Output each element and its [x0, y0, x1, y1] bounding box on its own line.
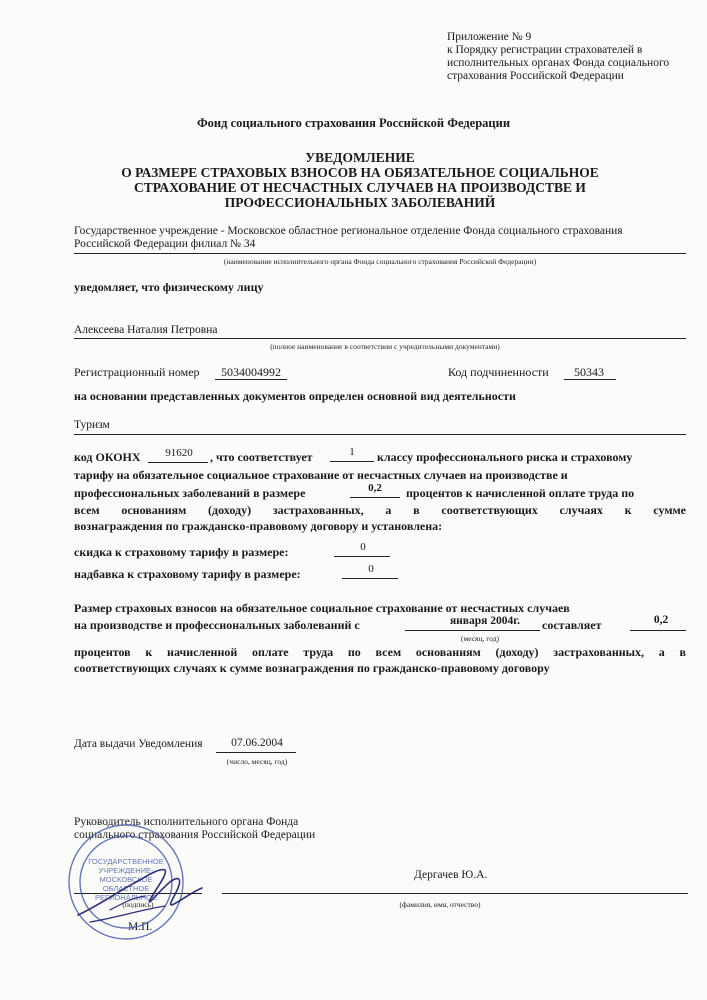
okonh-line3-prefix: профессиональных заболеваний в размере [74, 486, 306, 500]
okonh-line3-suffix: процентов к начисленной оплате труда по [406, 486, 635, 500]
signature-caption: (подпись) [122, 900, 154, 909]
issue-date-label: Дата выдачи Уведомления [74, 738, 203, 750]
person-name: Алексеева Наталия Петровна [74, 324, 218, 336]
surcharge-label: надбавка к страховому тарифу в размере: [74, 567, 301, 581]
discount-underline [334, 556, 390, 557]
fund-name: Фонд социального страхования Российской Федерации [196, 116, 511, 130]
risk-class-underline [330, 461, 374, 462]
subordination-underline [564, 379, 616, 380]
registration-number: 5034004992 [221, 365, 281, 379]
title-line: О РАЗМЕРЕ СТРАХОВЫХ ВЗНОСОВ НА ОБЯЗАТЕЛЬНОЕ СОЦИАЛЬНОЕ [121, 165, 599, 180]
registration-label: Регистрационный номер [74, 365, 200, 379]
stamp-text: ГОСУДАРСТВЕННОЕ [88, 857, 164, 866]
notifies-text: уведомляет, что физическому лицу [74, 280, 264, 294]
title-line: ПРОФЕССИОНАЛЬНЫХ ЗАБОЛЕВАНИЙ [224, 195, 496, 210]
organization-caption: (наименование исполнительного органа Фонда социального страхования Российской Федерации) [223, 257, 537, 266]
person-underline [74, 338, 686, 339]
stamp-text: РЕГИОНАЛЬНОЕ [95, 893, 157, 902]
head-title-line: Руководитель исполнительного органа Фонда [74, 816, 299, 828]
subordination-label: Код подчиненности [448, 365, 549, 379]
activity-value: Туризм [74, 419, 110, 431]
head-name: Дергачев Ю.А. [414, 869, 488, 881]
organization-line: Государственное учреждение - Московское областное региональное отделение Фонда социального страхования [74, 225, 623, 237]
discount-label: скидка к страховому тарифу в размере: [74, 545, 289, 559]
document-title [60, 150, 660, 210]
appendix-line: исполнительных органах Фонда социального [447, 57, 670, 69]
appendix-line: Приложение № 9 [447, 31, 532, 43]
okonh-prefix: код ОКОНХ [74, 450, 141, 464]
appendix-line: к Порядку регистрации страхователей в [447, 44, 643, 56]
okonh-line: тарифу на обязательное социальное страхование от несчастных случаев на производстве и [74, 468, 568, 482]
stamp-text: УЧРЕЖДЕНИЕ- [98, 866, 154, 875]
activity-intro: на основании представленных документов определен основной вид деятельности [74, 389, 516, 403]
contribution-line: Размер страховых взносов на обязательное социальное страхование от несчастных случаев [74, 601, 570, 615]
contribution-line: процентов к начисленной оплате труда по всем основаниям (доходу) застрахованных, а в [74, 645, 686, 659]
head-title-line: социального страхования Российской Федерации [74, 829, 316, 841]
contribution-date: января 2004г. [449, 615, 521, 627]
contribution-rate-underline [630, 630, 686, 631]
title-line: УВЕДОМЛЕНИЕ [305, 150, 415, 165]
contribution-line2-prefix: на производстве и профессиональных заболеваний с [74, 618, 360, 632]
person-caption: (полное наименование в соответствии с учредительными документами) [270, 342, 500, 351]
organization-underline [74, 253, 686, 254]
signature-icon [70, 860, 220, 930]
issue-date-caption: (число, месяц, год) [226, 757, 288, 766]
okonh-code-underline [148, 462, 208, 463]
name-line [222, 893, 688, 894]
contribution-line: соответствующих случаях к сумме вознаграждения по гражданско-правовому договору [74, 661, 550, 675]
tariff-rate: 0,2 [368, 482, 382, 494]
tariff-rate-underline [350, 497, 400, 498]
contribution-date-underline [405, 630, 540, 631]
organization-name [74, 225, 674, 251]
registration-number-underline [215, 379, 287, 380]
contribution-rate: 0,2 [653, 614, 669, 626]
contribution-mid: составляет [542, 618, 602, 632]
organization-line: Российской Федерации филиал № 34 [74, 238, 256, 250]
appendix-note [447, 31, 687, 83]
stamp-text: ОБЛАСТНОЕ [102, 884, 150, 893]
seal-label: М.П. [128, 921, 153, 933]
appendix-line: страхования Российской Федерации [447, 70, 624, 82]
okonh-mid: , что соответствует [210, 450, 313, 464]
name-caption: (фамилия, имя, отчество) [399, 900, 481, 909]
issue-date: 07.06.2004 [231, 737, 283, 749]
okonh-line: всем основаниям (доходу) застрахованных, а в соответствующих случаях к сумме [74, 503, 686, 517]
contribution-date-caption: (месяц, год) [460, 634, 500, 643]
title-line: СТРАХОВАНИЕ ОТ НЕСЧАСТНЫХ СЛУЧАЕВ НА ПРОИЗВОДСТВЕ И [134, 180, 586, 195]
surcharge-underline [342, 578, 398, 579]
surcharge-value: 0 [368, 563, 374, 575]
okonh-line: вознаграждения по гражданско-правовому договору и установлена: [74, 519, 443, 533]
okonh-suffix: классу профессионального риска и страховому [377, 450, 633, 464]
risk-class: 1 [349, 446, 355, 458]
issue-date-underline [216, 752, 296, 753]
okonh-code: 91620 [165, 447, 193, 459]
subordination-code: 50343 [574, 365, 604, 379]
stamp-text: МОСКОВСКОЕ [99, 875, 153, 884]
activity-underline [74, 434, 686, 435]
discount-value: 0 [360, 541, 366, 553]
